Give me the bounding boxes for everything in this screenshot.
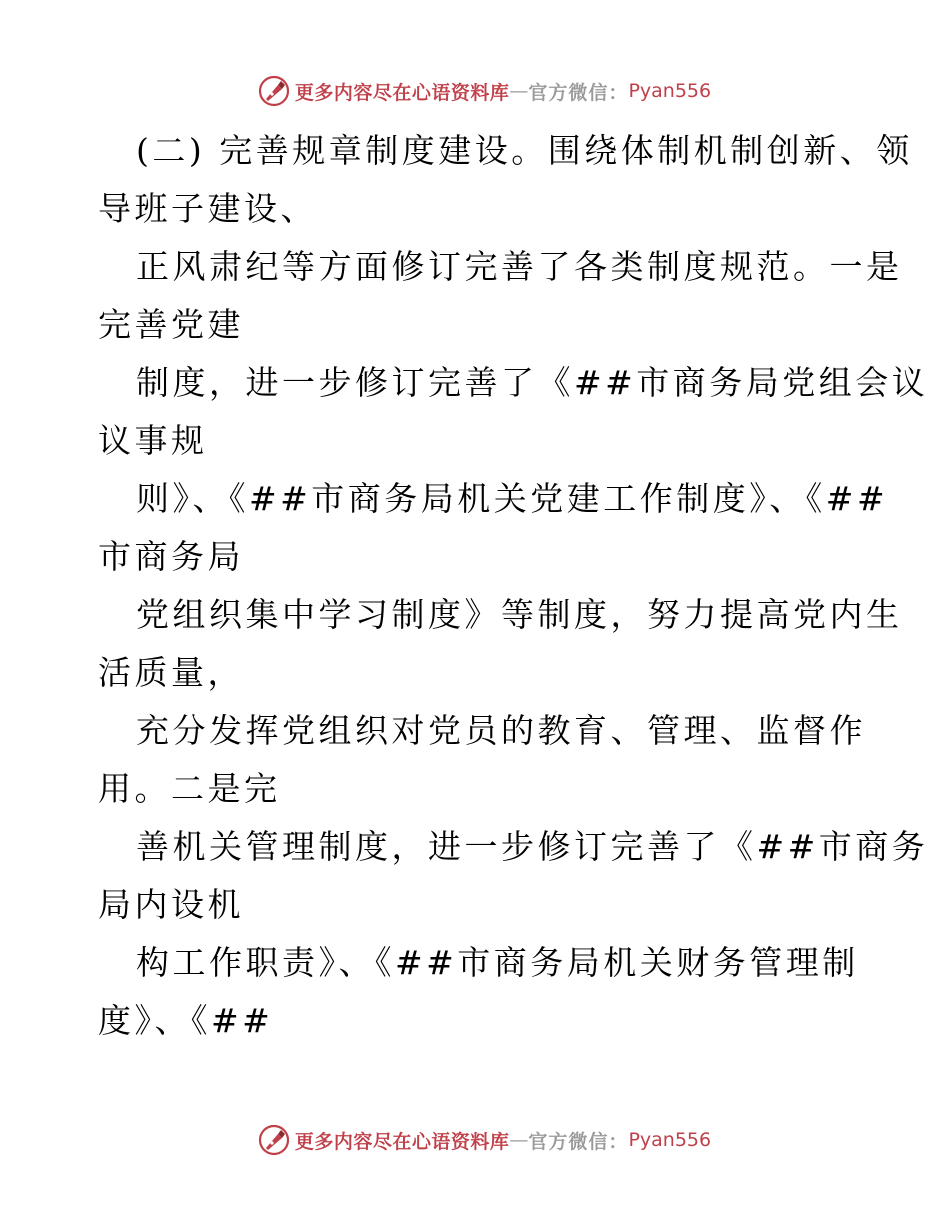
text-line: 正风肃纪等方面修订完善了各类制度规范。一是 bbox=[136, 247, 903, 286]
text-line: 用。二是完 bbox=[98, 769, 281, 808]
header-banner-content bbox=[257, 74, 711, 108]
banner-wechat-label: 官方微信： bbox=[528, 1130, 629, 1153]
footer-banner bbox=[0, 1120, 950, 1160]
banner-wechat-label: 官方微信： bbox=[528, 81, 629, 104]
text-line: 党组织集中学习制度》等制度，努力提高党内生 bbox=[136, 595, 903, 634]
header-banner bbox=[0, 71, 950, 111]
text-line: 度》、《## bbox=[98, 1001, 274, 1040]
banner-site-text: 更多内容尽在心语资料库 bbox=[294, 81, 510, 104]
banner-site-text: 更多内容尽在心语资料库 bbox=[294, 1130, 510, 1153]
text-line: 充分发挥党组织对党员的教育、管理、监督作 bbox=[136, 711, 866, 750]
text-line: 局内设机 bbox=[98, 885, 244, 924]
text-line: 善机关管理制度，进一步修订完善了《##市商务 bbox=[136, 827, 929, 866]
text-line: 议事规 bbox=[98, 421, 208, 460]
text-line: 活质量， bbox=[98, 653, 244, 692]
text-line: 完善党建 bbox=[98, 305, 244, 344]
text-line: 则》、《##市商务局机关党建工作制度》、《## bbox=[136, 479, 889, 518]
banner-separator: — bbox=[509, 1129, 529, 1151]
footer-banner-content bbox=[257, 1123, 711, 1157]
text-line: 制度，进一步修订完善了《##市商务局党组会议 bbox=[136, 363, 929, 402]
pen-nib-logo-icon bbox=[257, 1123, 291, 1157]
banner-separator: — bbox=[509, 80, 529, 102]
pen-nib-logo-icon bbox=[257, 74, 291, 108]
text-line: 构工作职责》、《##市商务局机关财务管理制 bbox=[136, 943, 859, 982]
banner-wechat-id: Pyan556 bbox=[628, 1129, 712, 1151]
text-line: 导班子建设、 bbox=[98, 189, 317, 228]
banner-wechat-id: Pyan556 bbox=[628, 80, 712, 102]
document-body bbox=[98, 122, 929, 1050]
text-line: 市商务局 bbox=[98, 537, 244, 576]
text-line: (二) 完善规章制度建设。围绕体制机制创新、领 bbox=[136, 131, 913, 170]
